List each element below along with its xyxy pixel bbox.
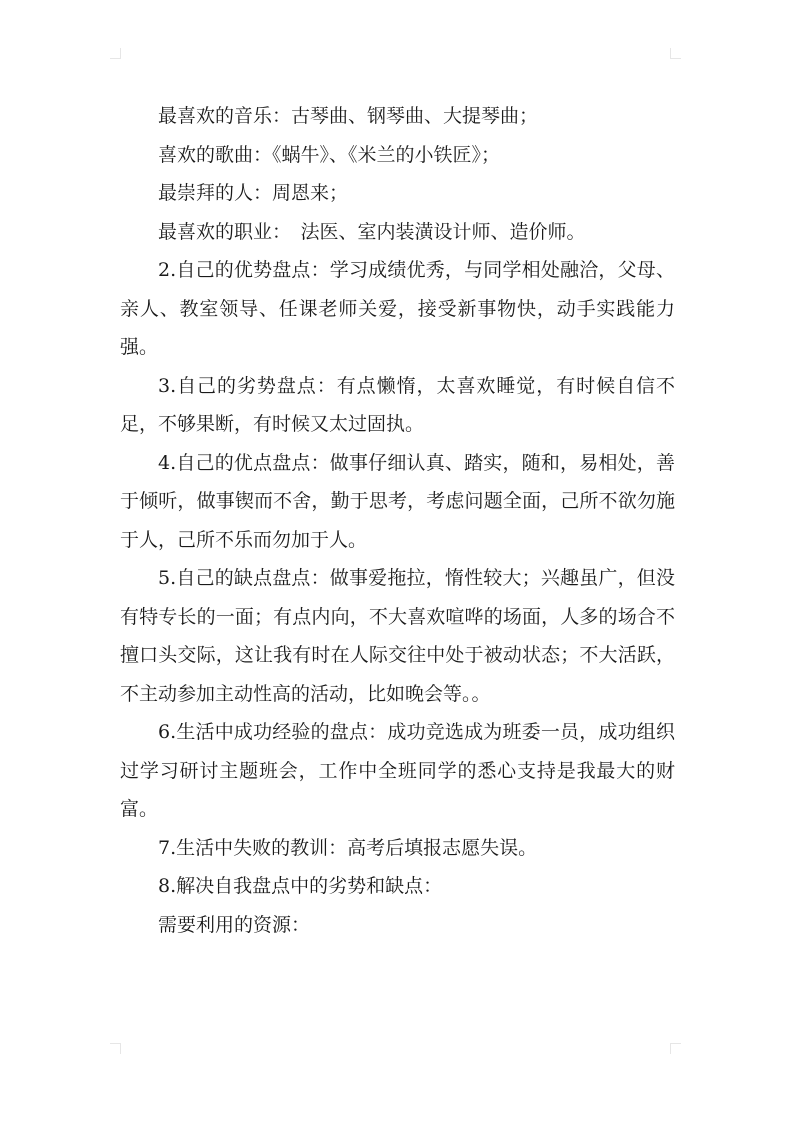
paragraph-admired-person: 最崇拜的人：周恩来； [158,182,349,204]
paragraph-solutions-heading: 8.解决自我盘点中的劣势和缺点： [158,875,443,897]
paragraph-strengths: 2.自己的优势盘点：学习成绩优秀，与同学相处融洽，父母、亲人、教室领导、任课老师关爱，接受新事物快，动手实践能力强。 [120,259,675,358]
paragraph-shortcomings: 5.自己的缺点盘点：做事爱拖拉，惰性较大；兴趣虽广，但没有特专长的一面；有点内向，不大喜欢喧哗的场面，人多的场合不擅口头交际，这让我有时在人际交往中处于被动状态；不大活跃，不主动参加主动性高的活动，比如晚会等。。 [120,567,675,705]
paragraph-weaknesses: 3.自己的劣势盘点：有点懒惰，太喜欢睡觉，有时候自信不足，不够果断，有时候又太过固执。 [120,374,675,435]
page-corner-mark [110,48,121,59]
page-corner-mark [670,48,681,59]
paragraph-favorite-careers: 最喜欢的职业： 法医、室内装潢设计师、造价师。 [158,220,586,243]
page-corner-mark [670,1043,681,1054]
paragraph-failure-lesson: 7.生活中失败的教训：高考后填报志愿失误。 [158,836,538,859]
paragraph-favorite-songs: 喜欢的歌曲：《蜗牛》、《米兰的小铁匠》； [158,143,501,166]
paragraph-merits: 4.自己的优点盘点：做事仔细认真、踏实，随和，易相处，善于倾听，做事锲而不舍，勤于思考，考虑问题全面，己所不欲勿施于人，己所不乐而勿加于人。 [120,451,675,551]
paragraph-favorite-music: 最喜欢的音乐：古琴曲、钢琴曲、大提琴曲； [158,105,539,127]
document-body [120,97,675,944]
paragraph-success-experience: 6.生活中成功经验的盘点：成功竞选成为班委一员，成功组织过学习研讨主题班会，工作中全班同学的悉心支持是我最大的财富。 [120,721,675,820]
page-corner-mark [110,1043,121,1054]
paragraph-resources-heading: 需要利用的资源： [158,913,311,936]
